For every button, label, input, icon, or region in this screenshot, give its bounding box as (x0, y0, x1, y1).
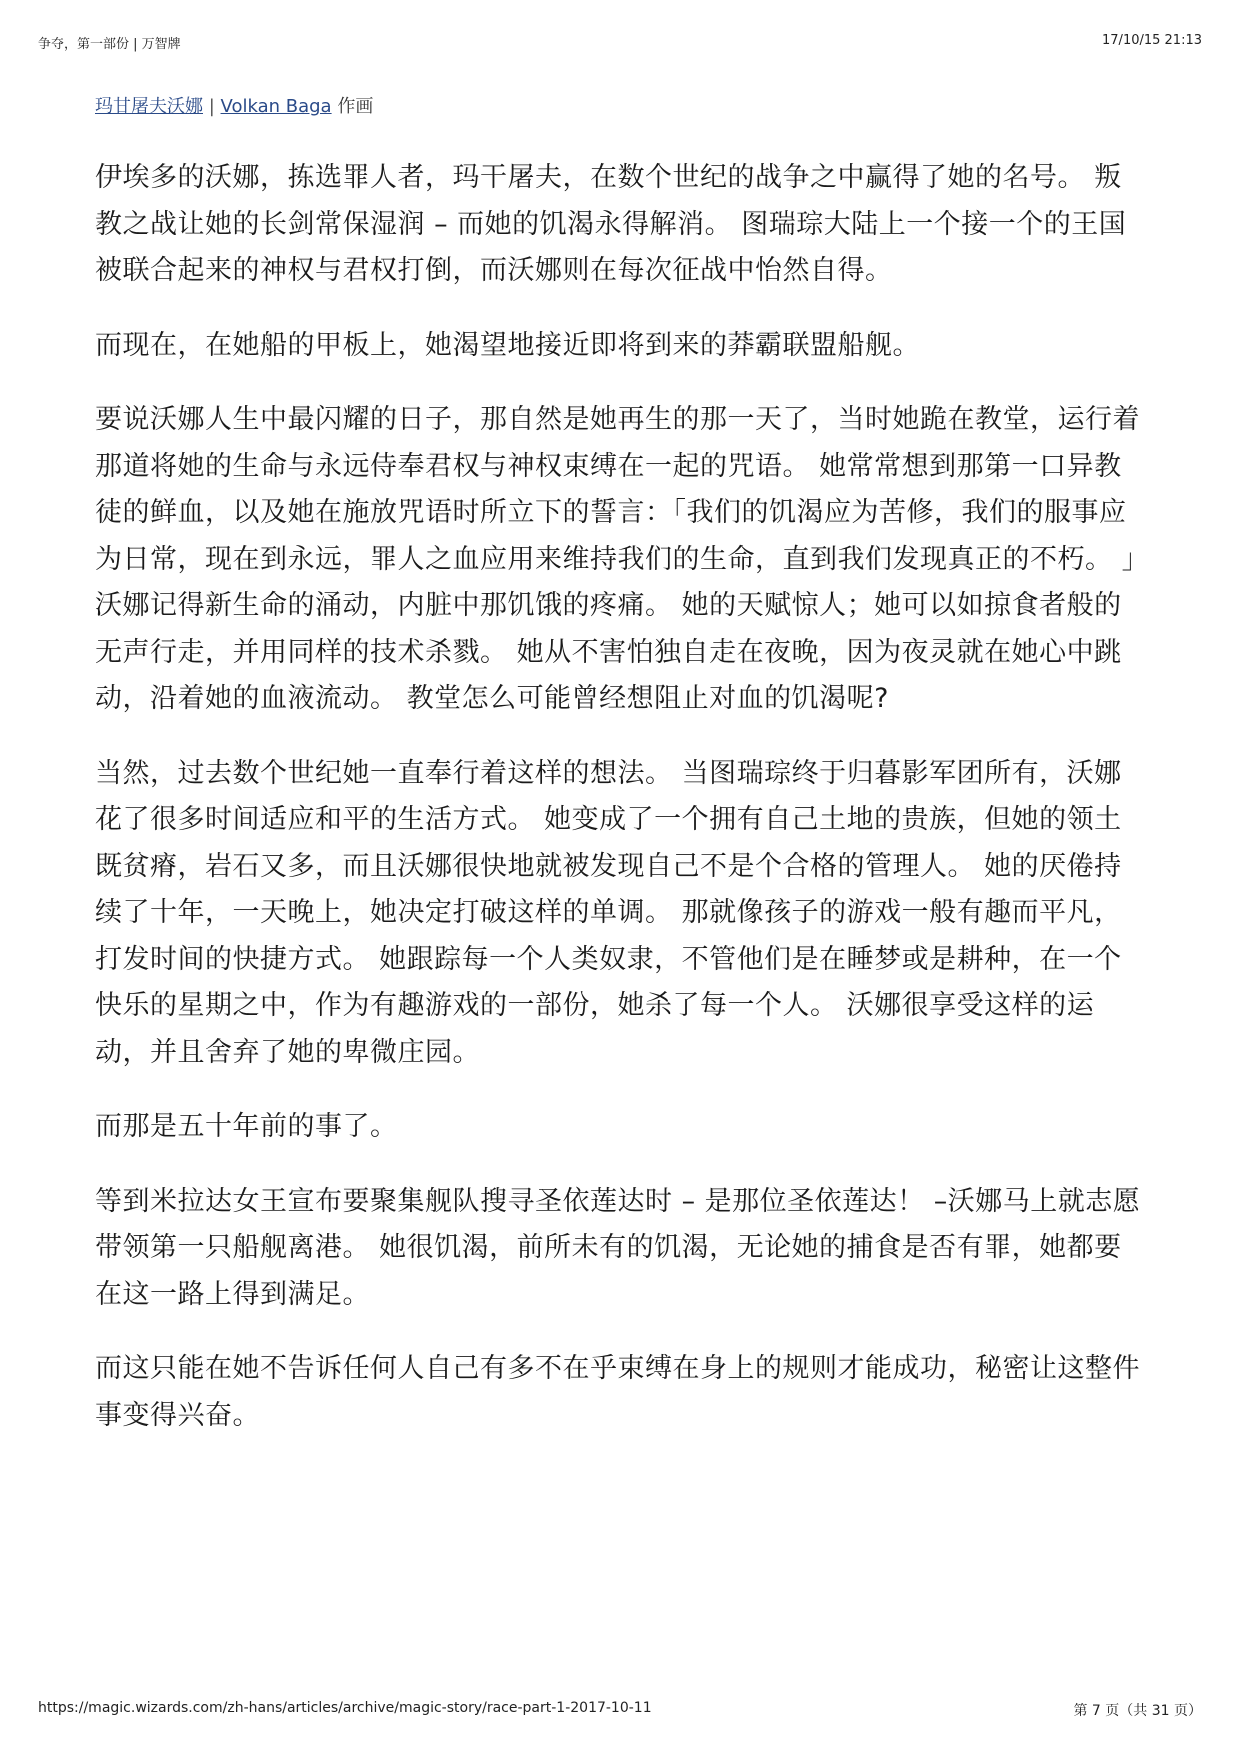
article-paragraph: 而那是五十年前的事了。 (95, 1111, 398, 1142)
article-body (95, 155, 1145, 1467)
artist-link[interactable]: Volkan Baga (220, 96, 332, 117)
print-timestamp: 17/10/15 21:13 (1102, 33, 1202, 48)
print-header (38, 33, 1202, 53)
article-paragraph: 要说沃娜人生中最闪耀的日子，那自然是她再生的那一天了，当时她跪在教堂，运行着那道将她的生命与永远侍奉君权与神权束缚在一起的咒语。 她常常想到那第一口异教徒的鲜血，以及她在施放咒语时所立下的誓言：「我们的饥渴应为苦修，我们的服事应为日常，现在到永远，罪人之血应用来维持我们的生命，直到我们发现真正的不朽。 」沃娜记得新生命的涌动，内脏中那饥饿的疼痛。 她的天赋惊人；她可以如掠食者般的无声行走，并用同样的技术杀戮。 她从不害怕独自走在夜晚，因为夜灵就在她心中跳动，沿着她的血液流动。 教堂怎么可能曾经想阻止对血的饥渴呢? (95, 404, 1140, 714)
page-indicator: 第 7 页（共 31 页） (1073, 1703, 1202, 1719)
credit-suffix: 作画 (337, 96, 374, 117)
article-paragraph: 等到米拉达女王宣布要聚集舰队搜寻圣依莲达时 – 是那位圣依莲达！ –沃娜马上就志愿带领第一只船舰离港。 她很饥渴，前所未有的饥渴，无论她的捕食是否有罪，她都要在这一路上得到满足。 (95, 1185, 1141, 1310)
image-credit (95, 92, 373, 118)
print-footer (38, 1700, 1202, 1720)
page-title: 争夺，第一部份 | 万智牌 (38, 37, 181, 52)
page-url: https://magic.wizards.com/zh-hans/articles/archive/magic-story/race-part-1-2017-10-11 (38, 1700, 652, 1716)
article-paragraph: 而现在，在她船的甲板上，她渴望地接近即将到来的莽霸联盟船舰。 (95, 329, 920, 361)
credit-separator: | (208, 96, 215, 117)
card-title-link[interactable]: 玛甘屠夫沃娜 (95, 96, 203, 117)
article-paragraph: 当然，过去数个世纪她一直奉行着这样的想法。 当图瑞琮终于归暮影军团所有，沃娜花了很多时间适应和平的生活方式。 她变成了一个拥有自己土地的贵族，但她的领土既贫瘠，岩石又多，而且沃娜很快地就被发现自己不是个合格的管理人。 她的厌倦持续了十年，一天晚上，她决定打破这样的单调。 那就像孩子的游戏一般有趣而平凡，打发时间的快捷方式。 她跟踪每一个人类奴隶，不管他们是在睡梦或是耕种，在一个快乐的星期之中，作为有趣游戏的一部份，她杀了每一个人。 沃娜很享受这样的运动，并且舍弃了她的卑微庄园。 (95, 757, 1122, 1068)
article-paragraph: 而这只能在她不告诉任何人自己有多不在乎束缚在身上的规则才能成功，秘密让这整件事变得兴奋。 (95, 1353, 1140, 1431)
article-paragraph: 伊埃多的沃娜，拣选罪人者，玛干屠夫，在数个世纪的战争之中赢得了她的名号。 叛教之战让她的长剑常保湿润 – 而她的饥渴永得解消。 图瑞琮大陆上一个接一个的王国被联合起来的神权与君权打倒，而沃娜则在每次征战中怡然自得。 (95, 162, 1127, 286)
